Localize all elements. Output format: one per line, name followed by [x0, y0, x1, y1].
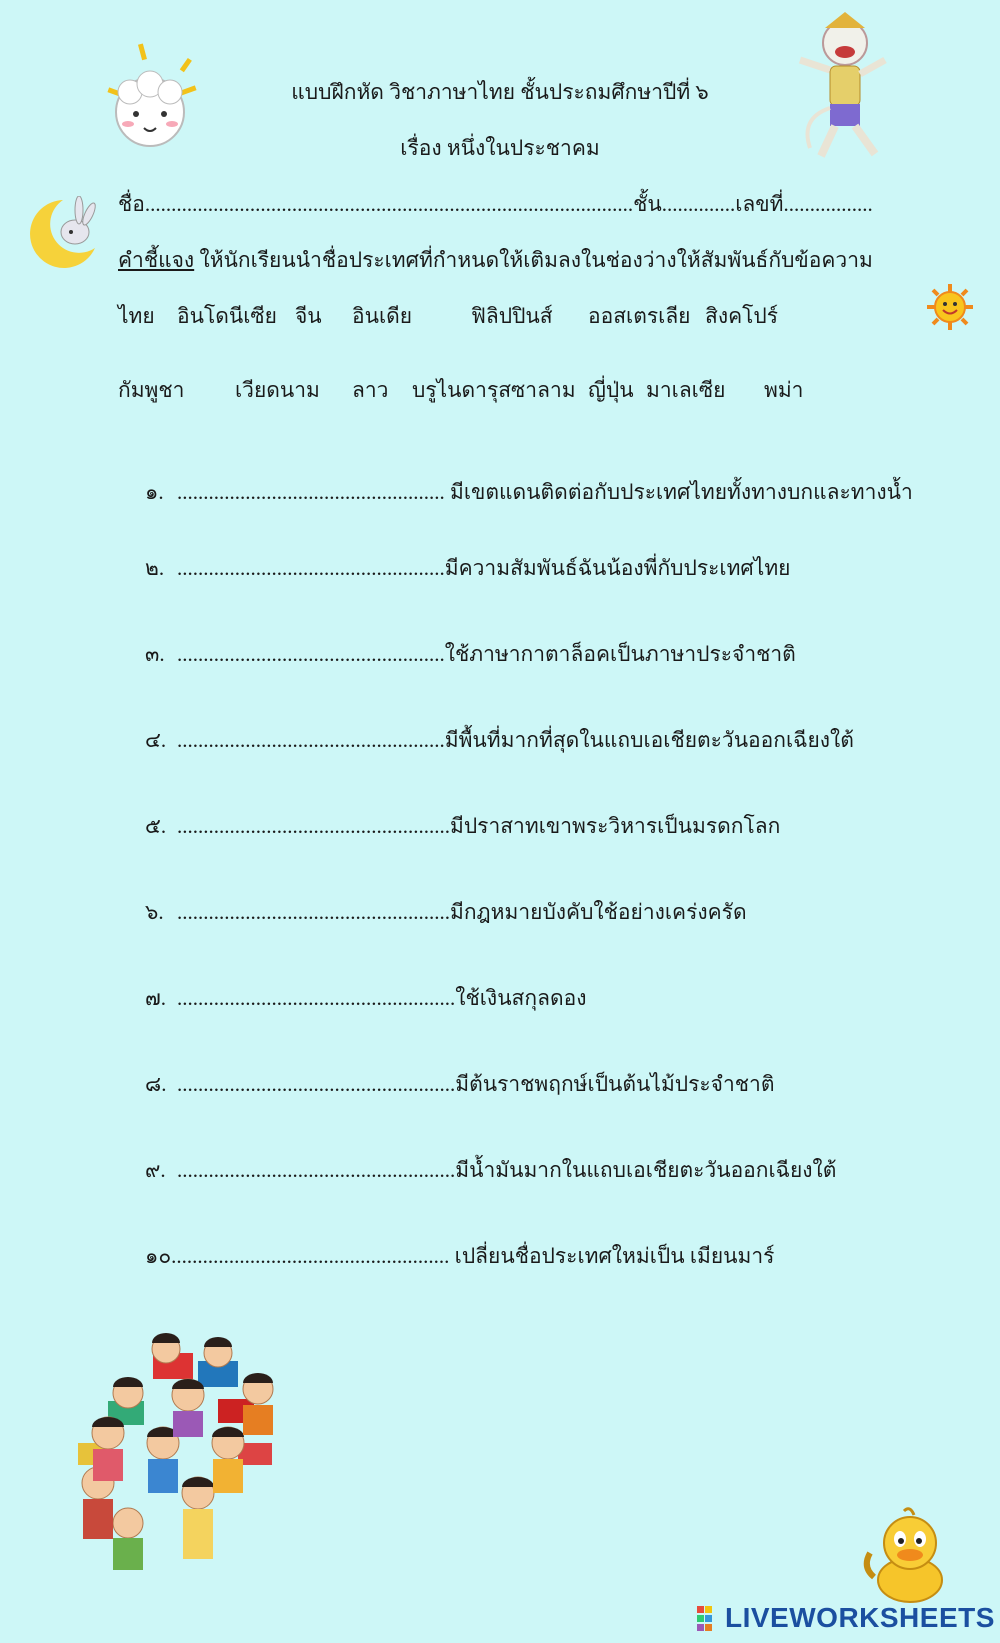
question-item [145, 638, 796, 671]
question-item [145, 476, 913, 509]
question-number: ๗. [145, 986, 167, 1010]
question-item [145, 552, 790, 585]
word-bank-item[interactable]: ฟิลิปปินส์ [471, 304, 553, 328]
question-item [145, 810, 780, 843]
answer-blank[interactable]: ................................................... [177, 480, 450, 504]
question-number: ๑. [145, 480, 164, 504]
liveworksheets-logo[interactable] [697, 1600, 997, 1640]
question-item [145, 724, 854, 757]
question-text: เปลี่ยนชื่อประเทศใหม่เป็น เมียนมาร์ [449, 1244, 775, 1268]
answer-blank[interactable]: .................................................... [177, 900, 450, 924]
word-bank-item[interactable]: ลาว [352, 378, 389, 402]
word-bank-item[interactable]: สิงคโปร์ [705, 304, 779, 328]
liveworksheets-logo-icon [697, 1606, 721, 1634]
question-item [145, 1154, 836, 1187]
word-bank-item[interactable]: มาเลเซีย [646, 378, 726, 402]
word-bank-item[interactable]: อินโดนีเซีย [177, 304, 277, 328]
worksheet-subtitle: เรื่อง หนึ่งในประชาคม [400, 136, 600, 160]
question-number: ๘. [145, 1072, 167, 1096]
question-number: ๕. [145, 814, 167, 838]
answer-blank[interactable]: .................................................... [177, 814, 450, 838]
student-info-line[interactable]: ชื่อ.............................................................................................ชั้น..............เลขที่................. [118, 192, 873, 216]
answer-blank[interactable]: ..................................................... [177, 1072, 456, 1096]
question-item [145, 896, 747, 929]
answer-blank[interactable]: ..................................................... [177, 1158, 456, 1182]
word-bank-item[interactable]: จีน [295, 304, 322, 328]
answer-blank[interactable]: ..................................................... [177, 986, 456, 1010]
question-text: ใช้เงินสกุลดอง [455, 986, 587, 1010]
question-number: ๑๐. [145, 1244, 177, 1268]
word-bank-item[interactable]: ออสเตรเลีย [588, 304, 691, 328]
instruction-label: คำชี้แจง [118, 248, 195, 272]
word-bank-item[interactable]: บรูไนดารุสซาลาม [412, 378, 576, 402]
asean-children-illustration [68, 1333, 298, 1573]
instruction [118, 244, 873, 277]
question-number: ๔. [145, 728, 167, 752]
word-bank-item[interactable]: ญี่ปุ่น [588, 378, 634, 402]
question-text: มีพื้นที่มากที่สุดในแถบเอเชียตะวันออกเฉียงใต้ [444, 728, 854, 752]
question-number: ๒. [145, 556, 165, 580]
question-number: ๓. [145, 642, 165, 666]
question-item [145, 982, 586, 1015]
question-text: มีปราสาทเขาพระวิหารเป็นมรดกโลก [450, 814, 781, 838]
question-text: มีความสัมพันธ์ฉันน้องพี่กับประเทศไทย [444, 556, 791, 580]
question-text: มีกฎหมายบังคับใช้อย่างเคร่งครัด [450, 900, 747, 924]
answer-blank[interactable]: .................................................... [176, 1244, 450, 1268]
question-text: ใช้ภาษากาตาล็อคเป็นภาษาประจำชาติ [444, 642, 796, 666]
answer-blank[interactable]: ................................................... [177, 642, 445, 666]
question-text: มีเขตแดนติดต่อกับประเทศไทยทั้งทางบกและทางน้ำ [450, 480, 913, 504]
question-text: มีน้ำมันมากในแถบเอเชียตะวันออกเฉียงใต้ [455, 1158, 837, 1182]
word-bank-item[interactable]: อินเดีย [352, 304, 413, 328]
question-number: ๙. [145, 1158, 166, 1182]
question-item [145, 1240, 774, 1273]
duck-icon [860, 1505, 955, 1605]
word-bank-item[interactable]: เวียดนาม [235, 378, 320, 402]
answer-blank[interactable]: ................................................... [177, 728, 445, 752]
word-bank-item[interactable]: กัมพูชา [118, 378, 185, 402]
answer-blank[interactable]: ................................................... [177, 556, 445, 580]
word-bank-item[interactable]: พม่า [764, 378, 804, 402]
worksheet-title: แบบฝึกหัด วิชาภาษาไทย ชั้นประถมศึกษาปีที่ ๖ [291, 80, 709, 104]
question-text: มีต้นราชพฤกษ์เป็นต้นไม้ประจำชาติ [455, 1072, 775, 1096]
question-item [145, 1068, 774, 1101]
word-bank-item[interactable]: ไทย [118, 304, 155, 328]
instruction-text: ให้นักเรียนนำชื่อประเทศที่กำหนดให้เติมลงในช่องว่างให้สัมพันธ์กับข้อความ [194, 248, 873, 272]
sun-icon [925, 282, 975, 332]
moon-rabbit-icon [23, 196, 103, 271]
question-number: ๖. [145, 900, 164, 924]
liveworksheets-logo-text: LIVEWORKSHEETS [725, 1602, 995, 1633]
